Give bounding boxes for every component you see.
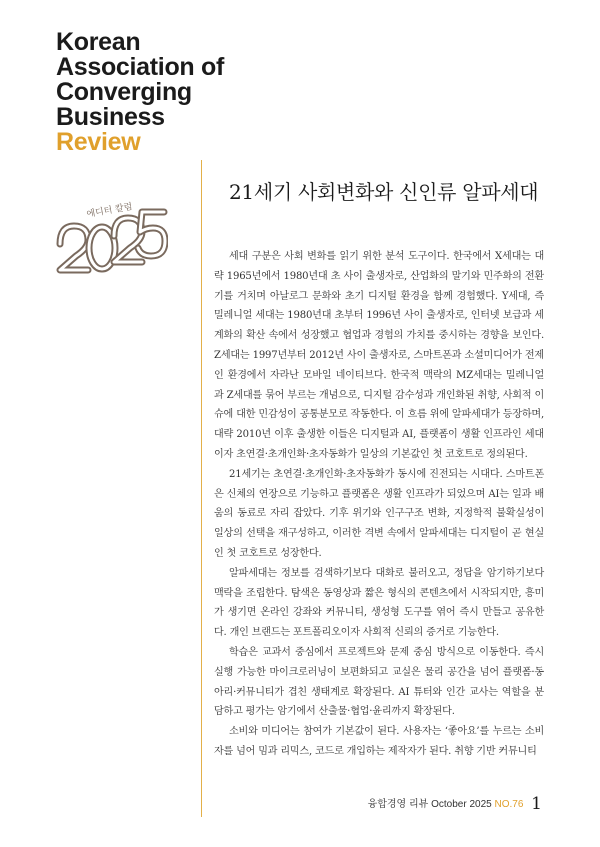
brand-wordmark bbox=[56, 30, 224, 155]
editor-column-2025-logo bbox=[52, 196, 168, 280]
logo-year-digits bbox=[60, 212, 165, 270]
brand-line: Business bbox=[56, 103, 165, 131]
brand-line: Korean bbox=[56, 28, 141, 56]
article-paragraph: 21세기는 초연결·초개인화·초자동화가 동시에 진전되는 시대다. 스마트폰은 신체의 연장으로 기능하고 플랫폼은 생활 인프라가 되었으며 AI는 일과 배움의 동료로 자리 잡았다. 기후 위기와 인구구조 변화, 지정학적 불확실성이 일상의 선택을 재구성하고, 이러한 격변 속에서 알파세대는 디지털이 곧 현실인 첫 코호트로 성장한다. bbox=[214, 468, 544, 559]
page-footer bbox=[368, 794, 542, 814]
brand-line-accent: Review bbox=[56, 128, 141, 156]
footer-magazine-name: 융합경영 리뷰 bbox=[367, 799, 429, 810]
logo-tagline: 에디터 칼럼 bbox=[85, 202, 134, 220]
article-paragraph: 세대 구분은 사회 변화를 읽기 위한 분석 도구이다. 한국에서 X세대는 대략 1965년에서 1980년대 초 사이 출생자로, 산업화의 말기와 민주화의 전환기를 거치며 아날로그 문화와 초기 디지털 환경을 함께 경험했다. Y세대, 즉 밀레니얼 세대는 1980년대 초부터 1996년 사이 출생자로, 인터넷 보급과 세계화의 확산 속에서 성장했고 협업과 경험의 가치를 중시하는 경향을 보인다. Z세대는 1997년부터 2012년 사이 출생자로, 스마트폰과 소셜미디어가 전제인 환경에서 자라난 모바일 네이티브다. 한국적 맥락의 MZ세대는 밀레니얼과 Z세대를 묶어 부르는 개념으로, 디지털 감수성과 개인화된 취향, 사회적 이슈에 대한 민감성이 공통분모로 작동한다. 이 흐름 위에 알파세대가 등장하며, 대략 2010년 이후 출생한 이들은 디지털과 AI, 플랫폼이 생활 인프라인 세대이자 초연결·초개인화·초자동화가 일상의 기본값인 첫 코호트로 정의된다. bbox=[214, 251, 544, 460]
footer-date: October 2025 bbox=[431, 799, 492, 810]
footer-issue-number: NO.76 bbox=[494, 799, 524, 810]
column-divider bbox=[201, 160, 202, 817]
brand-line: Converging bbox=[56, 78, 192, 106]
article-paragraph: 학습은 교과서 중심에서 프로젝트와 문제 중심 방식으로 이동한다. 즉시 실행 가능한 마이크로러닝이 보편화되고 교실은 물리 공간을 넘어 플랫폼·동아리·커뮤니티가 겹친 생태계로 확장된다. AI 튜터와 인간 교사는 역할을 분담하고 평가는 암기에서 산출물·협업·윤리까지 확장된다. bbox=[214, 646, 544, 718]
article-body bbox=[214, 247, 544, 762]
article-paragraph: 소비와 미디어는 참여가 기본값이 된다. 사용자는 ‘좋아요’를 누르는 소비자를 넘어 밈과 리믹스, 코드로 개입하는 제작자가 된다. 취향 기반 커뮤니티 bbox=[214, 726, 544, 757]
brand-line: Association of bbox=[56, 53, 225, 81]
article-title: 21세기 사회변화와 신인류 알파세대 bbox=[229, 180, 539, 204]
article-paragraph: 알파세대는 정보를 검색하기보다 대화로 불러오고, 정답을 암기하기보다 맥락을 조립한다. 탐색은 동영상과 짧은 형식의 콘텐츠에서 시작되지만, 흥미가 생기면 온라인 강좌와 커뮤니티, 생성형 도구를 엮어 즉시 만들고 공유한다. 개인 브랜드는 포트폴리오이자 사회적 신뢰의 증거로 기능한다. bbox=[214, 567, 544, 639]
page-number: 1 bbox=[531, 794, 542, 814]
